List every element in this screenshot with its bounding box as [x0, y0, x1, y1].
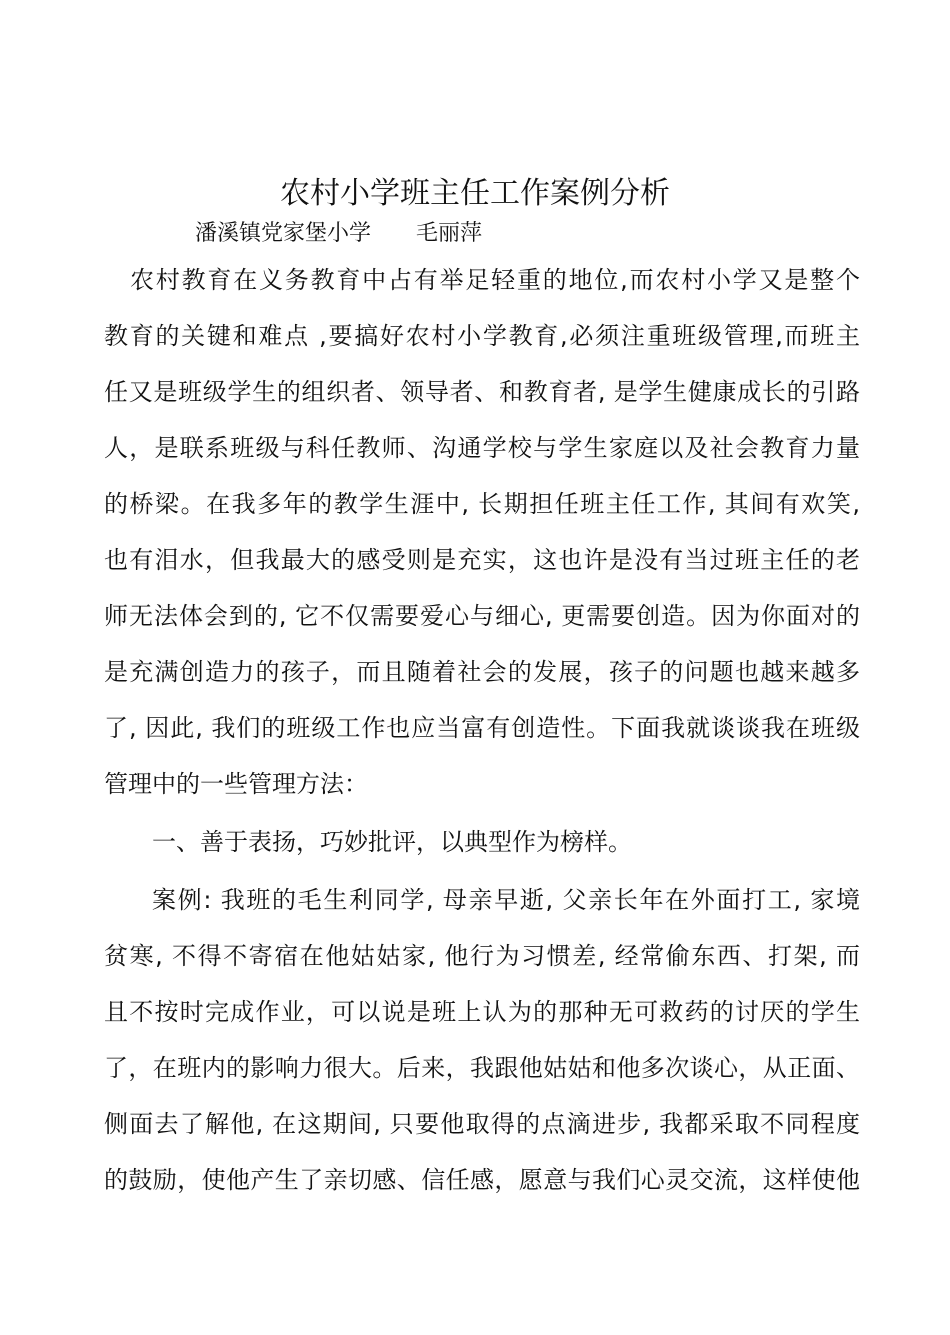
body-text-line: 了，在班内的影响力很大。后来，我跟他姑姑和他多次谈心，从正面、 — [104, 1054, 860, 1082]
body-text-line: 也有泪水，但我最大的感受则是充实，这也许是没有当过班主任的老 — [104, 546, 860, 574]
body-text-line: 师无法体会到的, 它不仅需要爱心与细心, 更需要创造。因为你面对的 — [104, 602, 860, 630]
body-text-line: 贫寒, 不得不寄宿在他姑姑家, 他行为习惯差, 经常偷东西、打架, 而 — [104, 942, 860, 970]
body-text-line: 人，是联系班级与科任教师、沟通学校与学生家庭以及社会教育力量 — [104, 434, 860, 462]
body-text-line: 案例: 我班的毛生利同学, 母亲早逝, 父亲长年在外面打工, 家境 — [152, 886, 860, 914]
body-text-line: 是充满创造力的孩子，而且随着社会的发展，孩子的问题也越来越多 — [104, 658, 860, 686]
author-school: 潘溪镇党家堡小学 — [195, 221, 372, 246]
body-text-line: 管理中的一些管理方法： — [104, 770, 368, 798]
body-text-line: 的鼓励，使他产生了亲切感、信任感，愿意与我们心灵交流，这样使他 — [104, 1166, 860, 1194]
body-text-line: 了, 因此, 我们的班级工作也应当富有创造性。下面我就谈谈我在班级 — [104, 714, 860, 742]
body-text-line: 农村教育在义务教育中占有举足轻重的地位,而农村小学又是整个 — [130, 266, 860, 294]
body-text-line: 教育的关键和难点 ,要搞好农村小学教育,必须注重班级管理,而班主 — [104, 322, 860, 350]
document-title: 农村小学班主任工作案例分析 — [280, 176, 670, 211]
section-heading: 一、善于表扬，巧妙批评，以典型作为榜样。 — [152, 828, 632, 856]
author-name: 毛丽萍 — [416, 221, 483, 246]
body-text-line: 的桥梁。在我多年的教学生涯中, 长期担任班主任工作, 其间有欢笑, — [104, 490, 860, 518]
author-line — [195, 216, 482, 252]
body-text-line: 侧面去了解他, 在这期间, 只要他取得的点滴进步, 我都采取不同程度 — [104, 1110, 860, 1138]
body-text-line: 任又是班级学生的组织者、领导者、和教育者, 是学生健康成长的引路 — [104, 378, 860, 406]
body-text-line: 且不按时完成作业，可以说是班上认为的那种无可救药的讨厌的学生 — [104, 998, 860, 1026]
